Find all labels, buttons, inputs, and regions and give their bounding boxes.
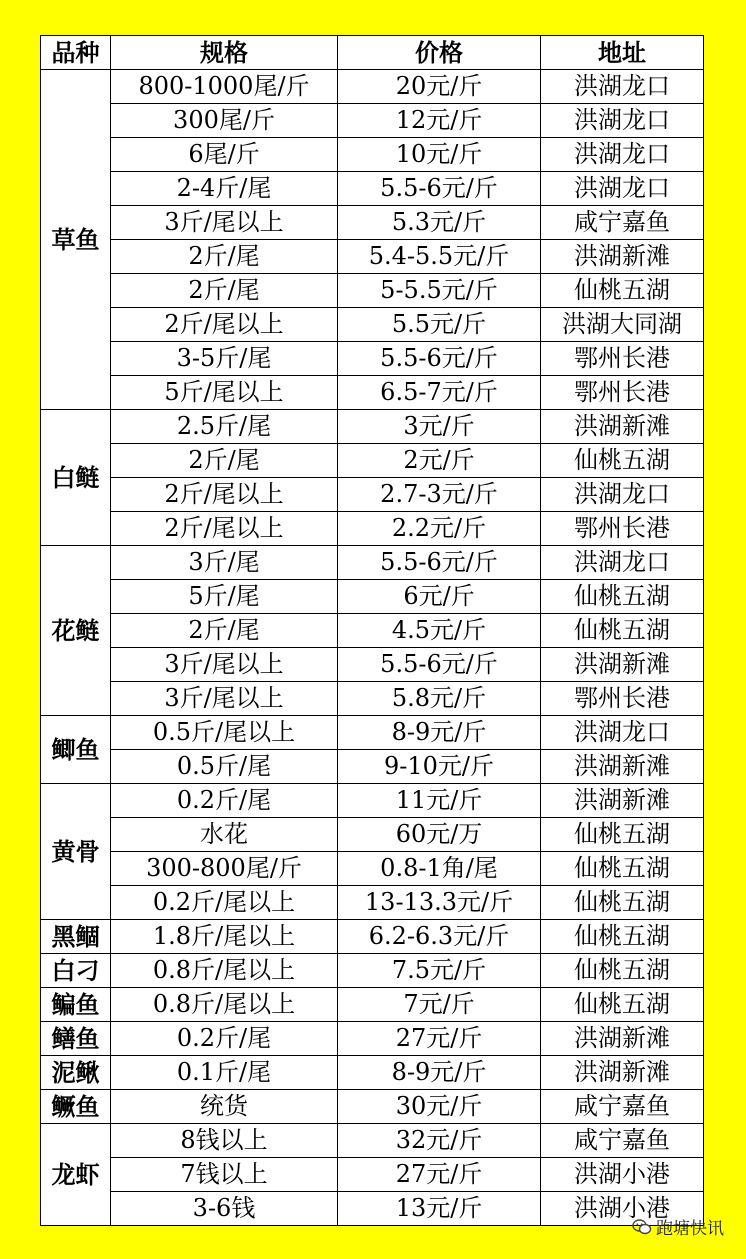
location-cell: 仙桃五湖 [541, 852, 704, 886]
price-cell: 5.5元/斤 [338, 308, 541, 342]
spec-cell: 2斤/尾以上 [111, 512, 338, 546]
location-cell: 咸宁嘉鱼 [541, 1124, 704, 1158]
table-row [41, 648, 704, 682]
price-cell: 2.2元/斤 [338, 512, 541, 546]
spec-cell: 2斤/尾 [111, 274, 338, 308]
location-cell: 洪湖龙口 [541, 478, 704, 512]
header-price: 价格 [338, 36, 541, 70]
price-cell: 6.2-6.3元/斤 [338, 920, 541, 954]
variety-cell: 白鲢 [41, 410, 111, 546]
table-row [41, 376, 704, 410]
spec-cell: 2斤/尾以上 [111, 308, 338, 342]
location-cell: 鄂州长港 [541, 342, 704, 376]
spec-cell: 7钱以上 [111, 1158, 338, 1192]
table-row [41, 1124, 704, 1158]
location-cell: 洪湖新滩 [541, 784, 704, 818]
spec-cell: 统货 [111, 1090, 338, 1124]
spec-cell: 3斤/尾 [111, 546, 338, 580]
price-cell: 30元/斤 [338, 1090, 541, 1124]
price-cell: 12元/斤 [338, 104, 541, 138]
watermark [632, 1214, 724, 1239]
header-row [41, 36, 704, 70]
price-cell: 5.4-5.5元/斤 [338, 240, 541, 274]
table-row [41, 1192, 704, 1226]
location-cell: 鄂州长港 [541, 682, 704, 716]
price-cell: 5-5.5元/斤 [338, 274, 541, 308]
spec-cell: 2斤/尾 [111, 444, 338, 478]
spec-cell: 2.5斤/尾 [111, 410, 338, 444]
spec-cell: 5斤/尾以上 [111, 376, 338, 410]
price-table-sheet [40, 35, 703, 1226]
price-cell: 5.5-6元/斤 [338, 172, 541, 206]
location-cell: 洪湖新滩 [541, 1022, 704, 1056]
table-row [41, 1158, 704, 1192]
table-row [41, 138, 704, 172]
table-row [41, 818, 704, 852]
spec-cell: 0.1斤/尾 [111, 1056, 338, 1090]
table-row [41, 1090, 704, 1124]
spec-cell: 水花 [111, 818, 338, 852]
price-cell: 10元/斤 [338, 138, 541, 172]
location-cell: 洪湖龙口 [541, 716, 704, 750]
price-cell: 5.3元/斤 [338, 206, 541, 240]
spec-cell: 3斤/尾以上 [111, 206, 338, 240]
spec-cell: 800-1000尾/斤 [111, 70, 338, 104]
table-row [41, 614, 704, 648]
spec-cell: 0.8斤/尾以上 [111, 988, 338, 1022]
location-cell: 咸宁嘉鱼 [541, 1090, 704, 1124]
fish-price-table [40, 35, 704, 1226]
location-cell: 洪湖新滩 [541, 750, 704, 784]
table-row [41, 954, 704, 988]
table-row [41, 750, 704, 784]
variety-cell: 白刁 [41, 954, 111, 988]
spec-cell: 0.8斤/尾以上 [111, 954, 338, 988]
location-cell: 洪湖新滩 [541, 240, 704, 274]
spec-cell: 0.2斤/尾 [111, 1022, 338, 1056]
table-row [41, 852, 704, 886]
price-cell: 7.5元/斤 [338, 954, 541, 988]
variety-cell: 鳜鱼 [41, 1090, 111, 1124]
spec-cell: 0.5斤/尾 [111, 750, 338, 784]
location-cell: 洪湖新滩 [541, 1056, 704, 1090]
spec-cell: 2斤/尾 [111, 614, 338, 648]
price-cell: 8-9元/斤 [338, 1056, 541, 1090]
spec-cell: 2斤/尾以上 [111, 478, 338, 512]
wechat-logo-icon [632, 1219, 652, 1235]
table-row [41, 784, 704, 818]
spec-cell: 3斤/尾以上 [111, 648, 338, 682]
spec-cell: 5斤/尾 [111, 580, 338, 614]
spec-cell: 300-800尾/斤 [111, 852, 338, 886]
spec-cell: 3斤/尾以上 [111, 682, 338, 716]
price-cell: 6.5-7元/斤 [338, 376, 541, 410]
price-cell: 7元/斤 [338, 988, 541, 1022]
location-cell: 洪湖龙口 [541, 70, 704, 104]
location-cell: 洪湖新滩 [541, 410, 704, 444]
table-row [41, 920, 704, 954]
variety-cell: 鳝鱼 [41, 1022, 111, 1056]
price-cell: 20元/斤 [338, 70, 541, 104]
spec-cell: 0.2斤/尾以上 [111, 886, 338, 920]
table-row [41, 716, 704, 750]
price-cell: 0.8-1角/尾 [338, 852, 541, 886]
spec-cell: 2斤/尾 [111, 240, 338, 274]
variety-cell: 鳊鱼 [41, 988, 111, 1022]
price-cell: 60元/万 [338, 818, 541, 852]
table-row [41, 1022, 704, 1056]
location-cell: 仙桃五湖 [541, 954, 704, 988]
table-row [41, 886, 704, 920]
spec-cell: 300尾/斤 [111, 104, 338, 138]
location-cell: 洪湖大同湖 [541, 308, 704, 342]
variety-cell: 龙虾 [41, 1124, 111, 1226]
table-row [41, 70, 704, 104]
table-row [41, 240, 704, 274]
table-row [41, 546, 704, 580]
price-cell: 13-13.3元/斤 [338, 886, 541, 920]
location-cell: 洪湖小港 [541, 1192, 704, 1226]
header-location: 地址 [541, 36, 704, 70]
table-row [41, 444, 704, 478]
table-row [41, 342, 704, 376]
price-cell: 9-10元/斤 [338, 750, 541, 784]
price-cell: 4.5元/斤 [338, 614, 541, 648]
variety-cell: 泥鳅 [41, 1056, 111, 1090]
table-row [41, 512, 704, 546]
spec-cell: 0.2斤/尾 [111, 784, 338, 818]
table-row [41, 274, 704, 308]
watermark-text: 跑塘快讯 [656, 1219, 724, 1239]
spec-cell: 8钱以上 [111, 1124, 338, 1158]
table-row [41, 172, 704, 206]
price-cell: 27元/斤 [338, 1158, 541, 1192]
variety-cell: 鲫鱼 [41, 716, 111, 784]
location-cell: 洪湖新滩 [541, 648, 704, 682]
price-cell: 2.7-3元/斤 [338, 478, 541, 512]
location-cell: 仙桃五湖 [541, 818, 704, 852]
price-cell: 5.8元/斤 [338, 682, 541, 716]
table-row [41, 682, 704, 716]
table-row [41, 206, 704, 240]
variety-cell: 草鱼 [41, 70, 111, 410]
price-cell: 5.5-6元/斤 [338, 546, 541, 580]
price-cell: 3元/斤 [338, 410, 541, 444]
location-cell: 洪湖小港 [541, 1158, 704, 1192]
price-cell: 13元/斤 [338, 1192, 541, 1226]
spec-cell: 6尾/斤 [111, 138, 338, 172]
header-variety: 品种 [41, 36, 111, 70]
table-row [41, 988, 704, 1022]
location-cell: 咸宁嘉鱼 [541, 206, 704, 240]
location-cell: 仙桃五湖 [541, 580, 704, 614]
table-row [41, 580, 704, 614]
price-cell: 27元/斤 [338, 1022, 541, 1056]
location-cell: 洪湖龙口 [541, 104, 704, 138]
table-row [41, 478, 704, 512]
price-cell: 2元/斤 [338, 444, 541, 478]
variety-cell: 花鲢 [41, 546, 111, 716]
variety-cell: 黄骨 [41, 784, 111, 920]
spec-cell: 0.5斤/尾以上 [111, 716, 338, 750]
spec-cell: 3-6钱 [111, 1192, 338, 1226]
location-cell: 鄂州长港 [541, 512, 704, 546]
price-cell: 11元/斤 [338, 784, 541, 818]
table-row [41, 410, 704, 444]
spec-cell: 1.8斤/尾以上 [111, 920, 338, 954]
price-cell: 5.5-6元/斤 [338, 342, 541, 376]
header-spec: 规格 [111, 36, 338, 70]
location-cell: 洪湖龙口 [541, 172, 704, 206]
location-cell: 仙桃五湖 [541, 988, 704, 1022]
location-cell: 仙桃五湖 [541, 886, 704, 920]
location-cell: 鄂州长港 [541, 376, 704, 410]
location-cell: 仙桃五湖 [541, 444, 704, 478]
location-cell: 洪湖龙口 [541, 138, 704, 172]
variety-cell: 黑鲴 [41, 920, 111, 954]
location-cell: 仙桃五湖 [541, 274, 704, 308]
price-cell: 8-9元/斤 [338, 716, 541, 750]
location-cell: 仙桃五湖 [541, 614, 704, 648]
table-row [41, 308, 704, 342]
price-cell: 32元/斤 [338, 1124, 541, 1158]
spec-cell: 2-4斤/尾 [111, 172, 338, 206]
table-body [41, 70, 704, 1226]
location-cell: 洪湖龙口 [541, 546, 704, 580]
table-row [41, 1056, 704, 1090]
location-cell: 仙桃五湖 [541, 920, 704, 954]
spec-cell: 3-5斤/尾 [111, 342, 338, 376]
table-row [41, 104, 704, 138]
price-cell: 6元/斤 [338, 580, 541, 614]
price-cell: 5.5-6元/斤 [338, 648, 541, 682]
